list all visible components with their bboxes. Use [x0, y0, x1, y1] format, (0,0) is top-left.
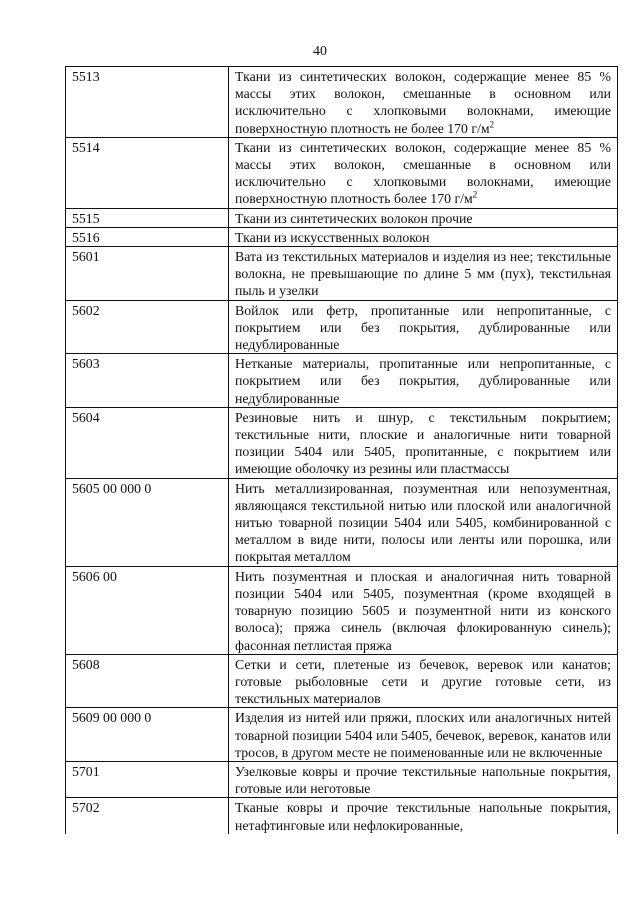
table-row	[66, 478, 618, 566]
code-cell: 5701	[66, 761, 229, 797]
table-row	[66, 654, 618, 708]
description-cell: Узелковые ковры и прочие текстильные напольные покрытия, готовые или неготовые	[229, 761, 618, 797]
code-cell: 5702	[66, 798, 229, 834]
code-cell: 5602	[66, 300, 229, 354]
code-cell: 5601	[66, 247, 229, 301]
description-text: Ткани из синтетических волокон, содержащие менее 85 % массы этих волокон, смешанные в основном или исключительно с хлопковыми волокнами, имеющие поверхностную плотность не более 170 г/м	[235, 69, 611, 136]
code-cell: 5515	[66, 208, 229, 227]
code-cell: 5513	[66, 67, 229, 138]
code-cell: 5604	[66, 407, 229, 478]
description-cell: Резиновые нить и шнур, с текстильным покрытием; текстильные нити, плоские и аналогичные нити товарной позиции 5404 или 5405, пропитанные, с покрытием или имеющие оболочку из резины или пластмассы	[229, 407, 618, 478]
code-cell: 5514	[66, 137, 229, 208]
description-cell	[229, 67, 618, 138]
description-cell: Войлок или фетр, пропитанные или непропитанные, с покрытием или без покрытия, дублированные или недублированные	[229, 300, 618, 354]
description-cell	[229, 137, 618, 208]
table-row	[66, 407, 618, 478]
description-cell: Тканые ковры и прочие текстильные напольные покрытия, нетафтинговые или нефлокированные,	[229, 798, 618, 834]
code-cell: 5516	[66, 227, 229, 246]
table-row	[66, 566, 618, 654]
description-cell: Сетки и сети, плетеные из бечевок, веревок или канатов; готовые рыболовные сети и другие готовые сети, из текстильных материалов	[229, 654, 618, 708]
table-row	[66, 67, 618, 138]
code-cell: 5603	[66, 354, 229, 408]
table-row	[66, 354, 618, 408]
superscript: 2	[489, 119, 495, 130]
code-cell: 5608	[66, 654, 229, 708]
description-cell: Изделия из нитей или пряжи, плоских или аналогичных нитей товарной позиции 5404 или 5405, бечевок, веревок, канатов или тросов, в другом месте не поименованные или не включенные	[229, 708, 618, 762]
description-cell: Нетканые материалы, пропитанные или непропитанные, с покрытием или без покрытия, дублированные или недублированные	[229, 354, 618, 408]
table-row	[66, 247, 618, 301]
description-cell: Ткани из искусственных волокон	[229, 227, 618, 246]
code-cell: 5609 00 000 0	[66, 708, 229, 762]
description-text: Ткани из синтетических волокон, содержащие менее 85 % массы этих волокон, смешанные в основном или исключительно с хлопковыми волокнами, имеющие поверхностную плотность более 170 г/м	[235, 139, 611, 207]
table-row	[66, 227, 618, 246]
tariff-code-table	[65, 66, 618, 834]
table-row	[66, 208, 618, 227]
code-cell: 5605 00 000 0	[66, 478, 229, 566]
table-row	[66, 798, 618, 834]
page-number: 40	[313, 44, 327, 59]
description-cell: Вата из текстильных материалов и изделия из нее; текстильные волокна, не превышающие по длине 5 мм (пух), текстильная пыль и узелки	[229, 247, 618, 301]
description-cell: Ткани из синтетических волокон прочие	[229, 208, 618, 227]
table-row	[66, 761, 618, 797]
code-cell: 5606 00	[66, 566, 229, 654]
superscript: 2	[472, 189, 478, 200]
description-cell: Нить металлизированная, позументная или непозументная, являющаяся текстильной нитью или плоской или аналогичной нитью товарной позиции 5404 или 5405, комбинированной с металлом в виде нити, полосы или ленты или порошка, или покрытая металлом	[229, 478, 618, 566]
table-row	[66, 137, 618, 208]
table-row	[66, 708, 618, 762]
table-row	[66, 300, 618, 354]
description-cell: Нить позументная и плоская и аналогичная нить товарной позиции 5404 или 5405, позументная (кроме входящей в товарную позицию 5605 и позументной нити из конского волоса); пряжа синель (включая флокированную синель); фасонная петлистая пряжа	[229, 566, 618, 654]
